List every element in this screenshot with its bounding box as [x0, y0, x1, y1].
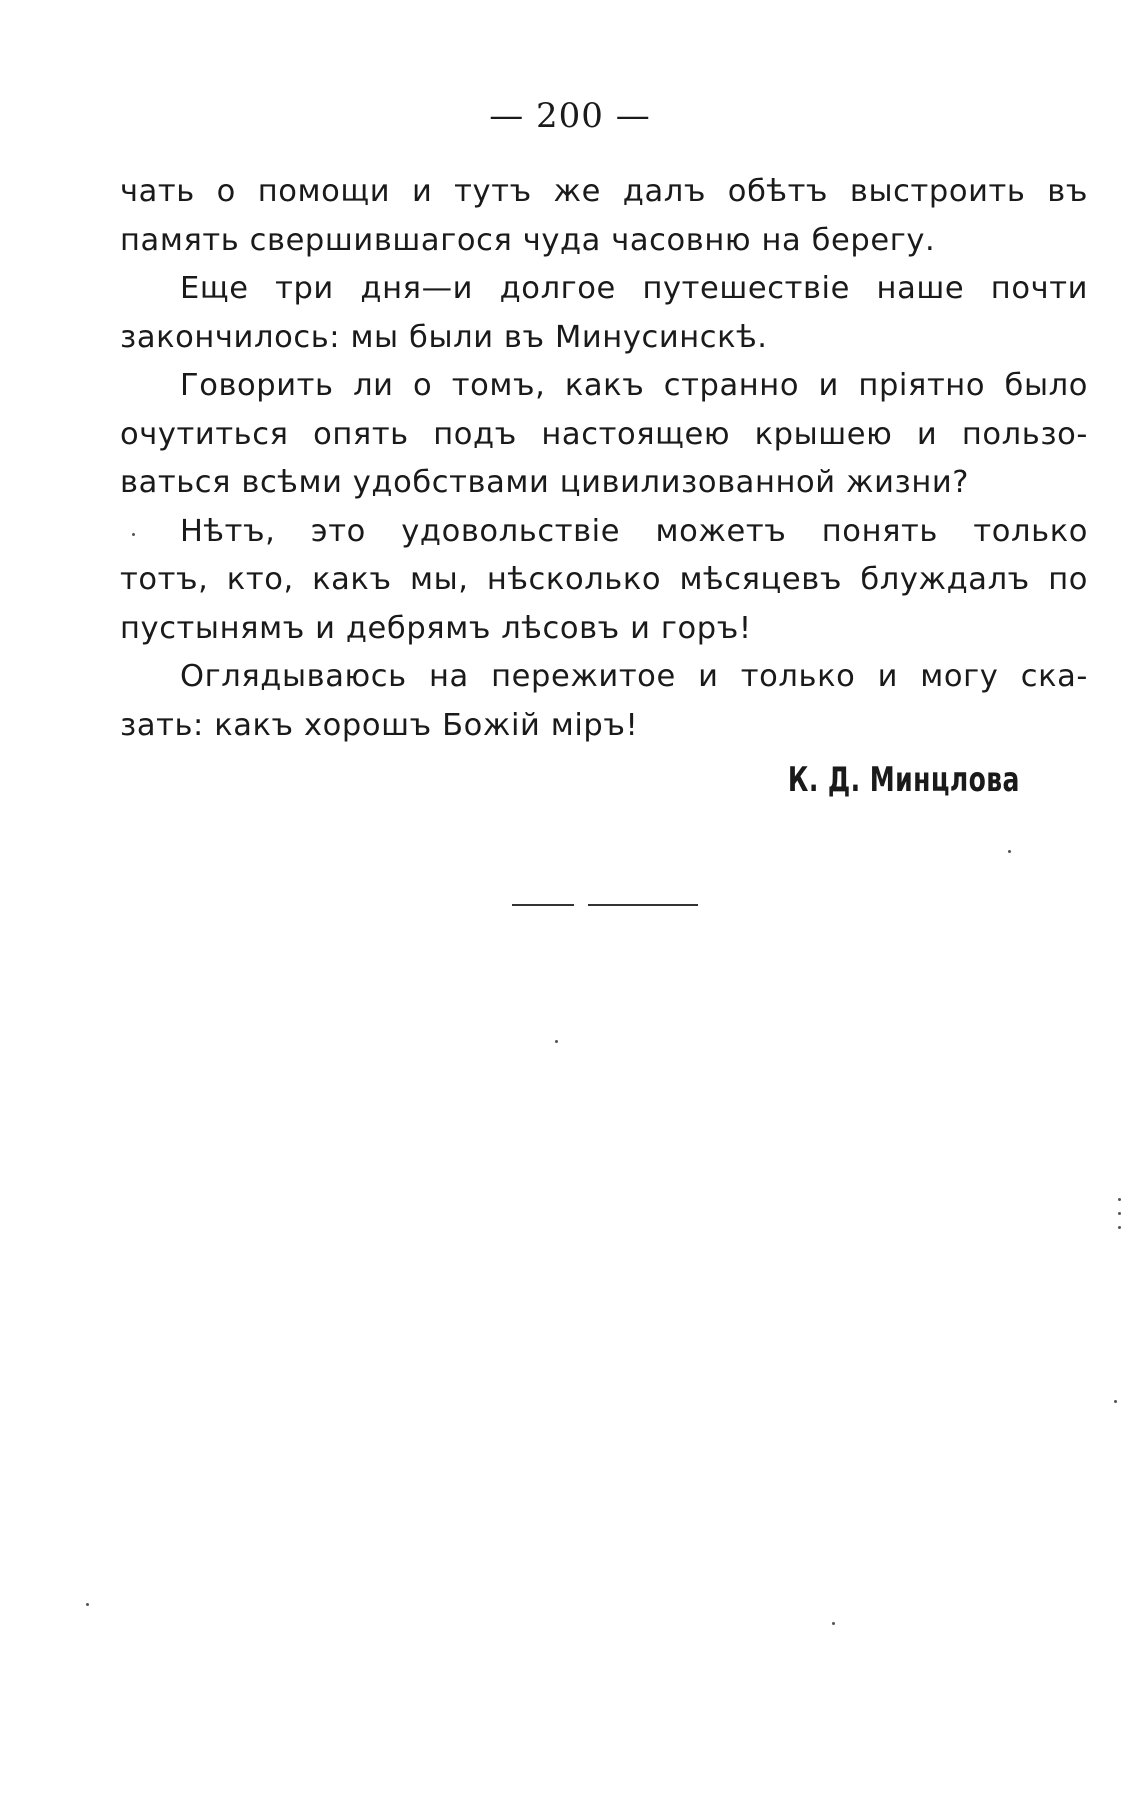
scan-speck [132, 533, 135, 536]
text-line: тотъ, кто, какъ мы, нѣсколько мѣсяцевъ блуждалъ по [120, 562, 1088, 597]
scan-speck [1118, 1226, 1121, 1229]
text-line: закончилось: мы были въ Минусинскѣ. [120, 319, 768, 355]
end-rule [512, 904, 698, 906]
text-line: Нѣтъ, это удовольствіе можетъ понять только [180, 513, 1088, 549]
text-line: Говорить ли о томъ, какъ странно и пріятно было [180, 368, 1088, 403]
scan-speck [1114, 1400, 1117, 1403]
text-line: чать о помощи и тутъ же далъ обѣтъ выстроить въ [120, 174, 1088, 209]
text-line: зать: какъ хорошъ Божій міръ! [120, 707, 639, 743]
text-line: ваться всѣми удобствами цивилизованной жизни? [120, 465, 970, 500]
scan-speck [1118, 1212, 1121, 1215]
text-line: очутиться опять подъ настоящею крышею и пользо- [120, 416, 1088, 452]
scan-speck [555, 1040, 558, 1043]
author-signature: К. Д. Минцлова [788, 760, 1020, 800]
scan-speck [1008, 850, 1011, 853]
text-line: Еще три дня—и долгое путешествіе наше почти [180, 271, 1088, 306]
text-line: память свершившагося чуда часовню на берегу. [120, 222, 936, 258]
scan-speck [1118, 1198, 1121, 1201]
scan-speck [86, 1603, 89, 1606]
text-line: Оглядываюсь на пережитое и только и могу ска- [180, 659, 1088, 694]
page-number: — 200 — [489, 96, 651, 136]
text-line: пустынямъ и дебрямъ лѣсовъ и горъ! [120, 610, 752, 646]
body-text [120, 168, 1088, 750]
scan-speck [832, 1622, 835, 1625]
rule-gap [574, 903, 588, 907]
